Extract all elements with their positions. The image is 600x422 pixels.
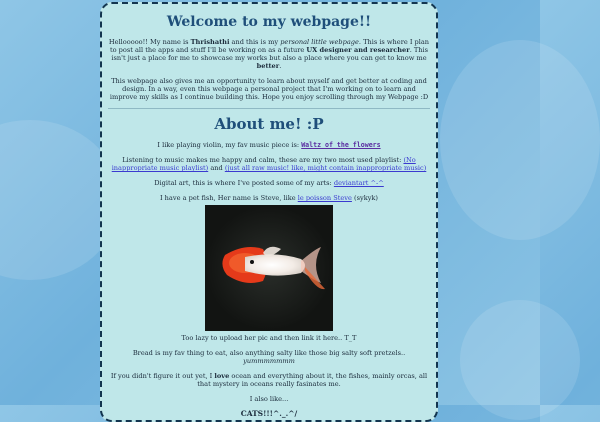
- intro-text: Hellooooo!! My name is: [108, 38, 191, 46]
- waltz-link[interactable]: Waltz of the flowers: [301, 141, 381, 149]
- violin-text: I like playing violin, my fav music piece is:: [157, 141, 302, 149]
- fish-caption: Too lazy to upload her pic and then link it here.. T_T: [181, 334, 357, 342]
- bg-decoration: [460, 300, 580, 420]
- bread-paragraph: [108, 349, 430, 365]
- ocean-paragraph: [108, 372, 430, 388]
- author-name: Thrishathi: [190, 38, 230, 46]
- steve-link[interactable]: le poisson Steve: [297, 194, 352, 202]
- art-text: Digital art, this is where I've posted some of my arts:: [154, 179, 334, 187]
- ocean-text: ocean and everything about it, the fishes, mainly orcas, all that mystery in oceans really fasinates me.: [197, 372, 428, 388]
- intro-text: . This isn't just a place for me to showcase my works but also a place where you can get to know me: [111, 46, 429, 62]
- cats-text: CATS!!!^._.^/: [240, 409, 298, 418]
- welcome-section: [108, 14, 430, 101]
- ocean-emphasis: love: [214, 372, 230, 380]
- intro-text: . This is where I plan to post all the apps and stuff I'll be working on as a future: [109, 38, 430, 54]
- fish-photo: [205, 205, 333, 331]
- bread-emphasis: yummmmmmm: [243, 357, 295, 365]
- violin-paragraph: [108, 141, 430, 149]
- fish-icon: [205, 205, 333, 331]
- author-role: UX designer and researcher: [306, 46, 410, 54]
- page-title: Welcome to my webpage!!: [166, 14, 372, 30]
- intro-emphasis: better: [256, 62, 280, 70]
- intro-text: .: [279, 62, 282, 70]
- about-section: [108, 115, 430, 418]
- bread-text: Bread is my fav thing to eat, also anything salty like those big salty soft pretzels..: [132, 349, 406, 357]
- ocean-text: If you didn't figure it out yet, I: [110, 372, 215, 380]
- intro-paragraph-2: This webpage also gives me an opportunity to learn about myself and get better at coding and design. In a way, even this webpage a personal project that I'm working on to learn and improve my skills as I continue building this. Hope you enjoy scrolling through my Webpage :D: [109, 77, 429, 101]
- fish-paragraph: [108, 194, 430, 202]
- playlist-1-link[interactable]: (No inappropriate music playlist): [111, 156, 416, 172]
- intro-text: and this is my: [229, 38, 281, 46]
- intro-paragraph: [108, 38, 430, 70]
- fish-text: (sykyk): [351, 194, 378, 202]
- music-text: and: [208, 164, 225, 172]
- section-divider: [108, 108, 430, 109]
- intro-emphasis: personal little webpage: [280, 38, 359, 46]
- deviantart-link[interactable]: deviantart ^-^: [333, 179, 384, 187]
- playlist-2-link[interactable]: (just all raw music! like, might contain inappropriate music): [224, 164, 427, 172]
- also-like-text: I also like...: [249, 395, 289, 403]
- art-paragraph: [108, 179, 430, 187]
- bg-decoration: [440, 40, 600, 240]
- music-text: Listening to music makes me happy and calm, these are my two most used playlist:: [122, 156, 404, 164]
- main-content-panel: [100, 2, 438, 422]
- about-title: About me! :P: [214, 115, 324, 133]
- music-paragraph: [108, 156, 430, 172]
- fish-text: I have a pet fish, Her name is Steve, like: [159, 194, 298, 202]
